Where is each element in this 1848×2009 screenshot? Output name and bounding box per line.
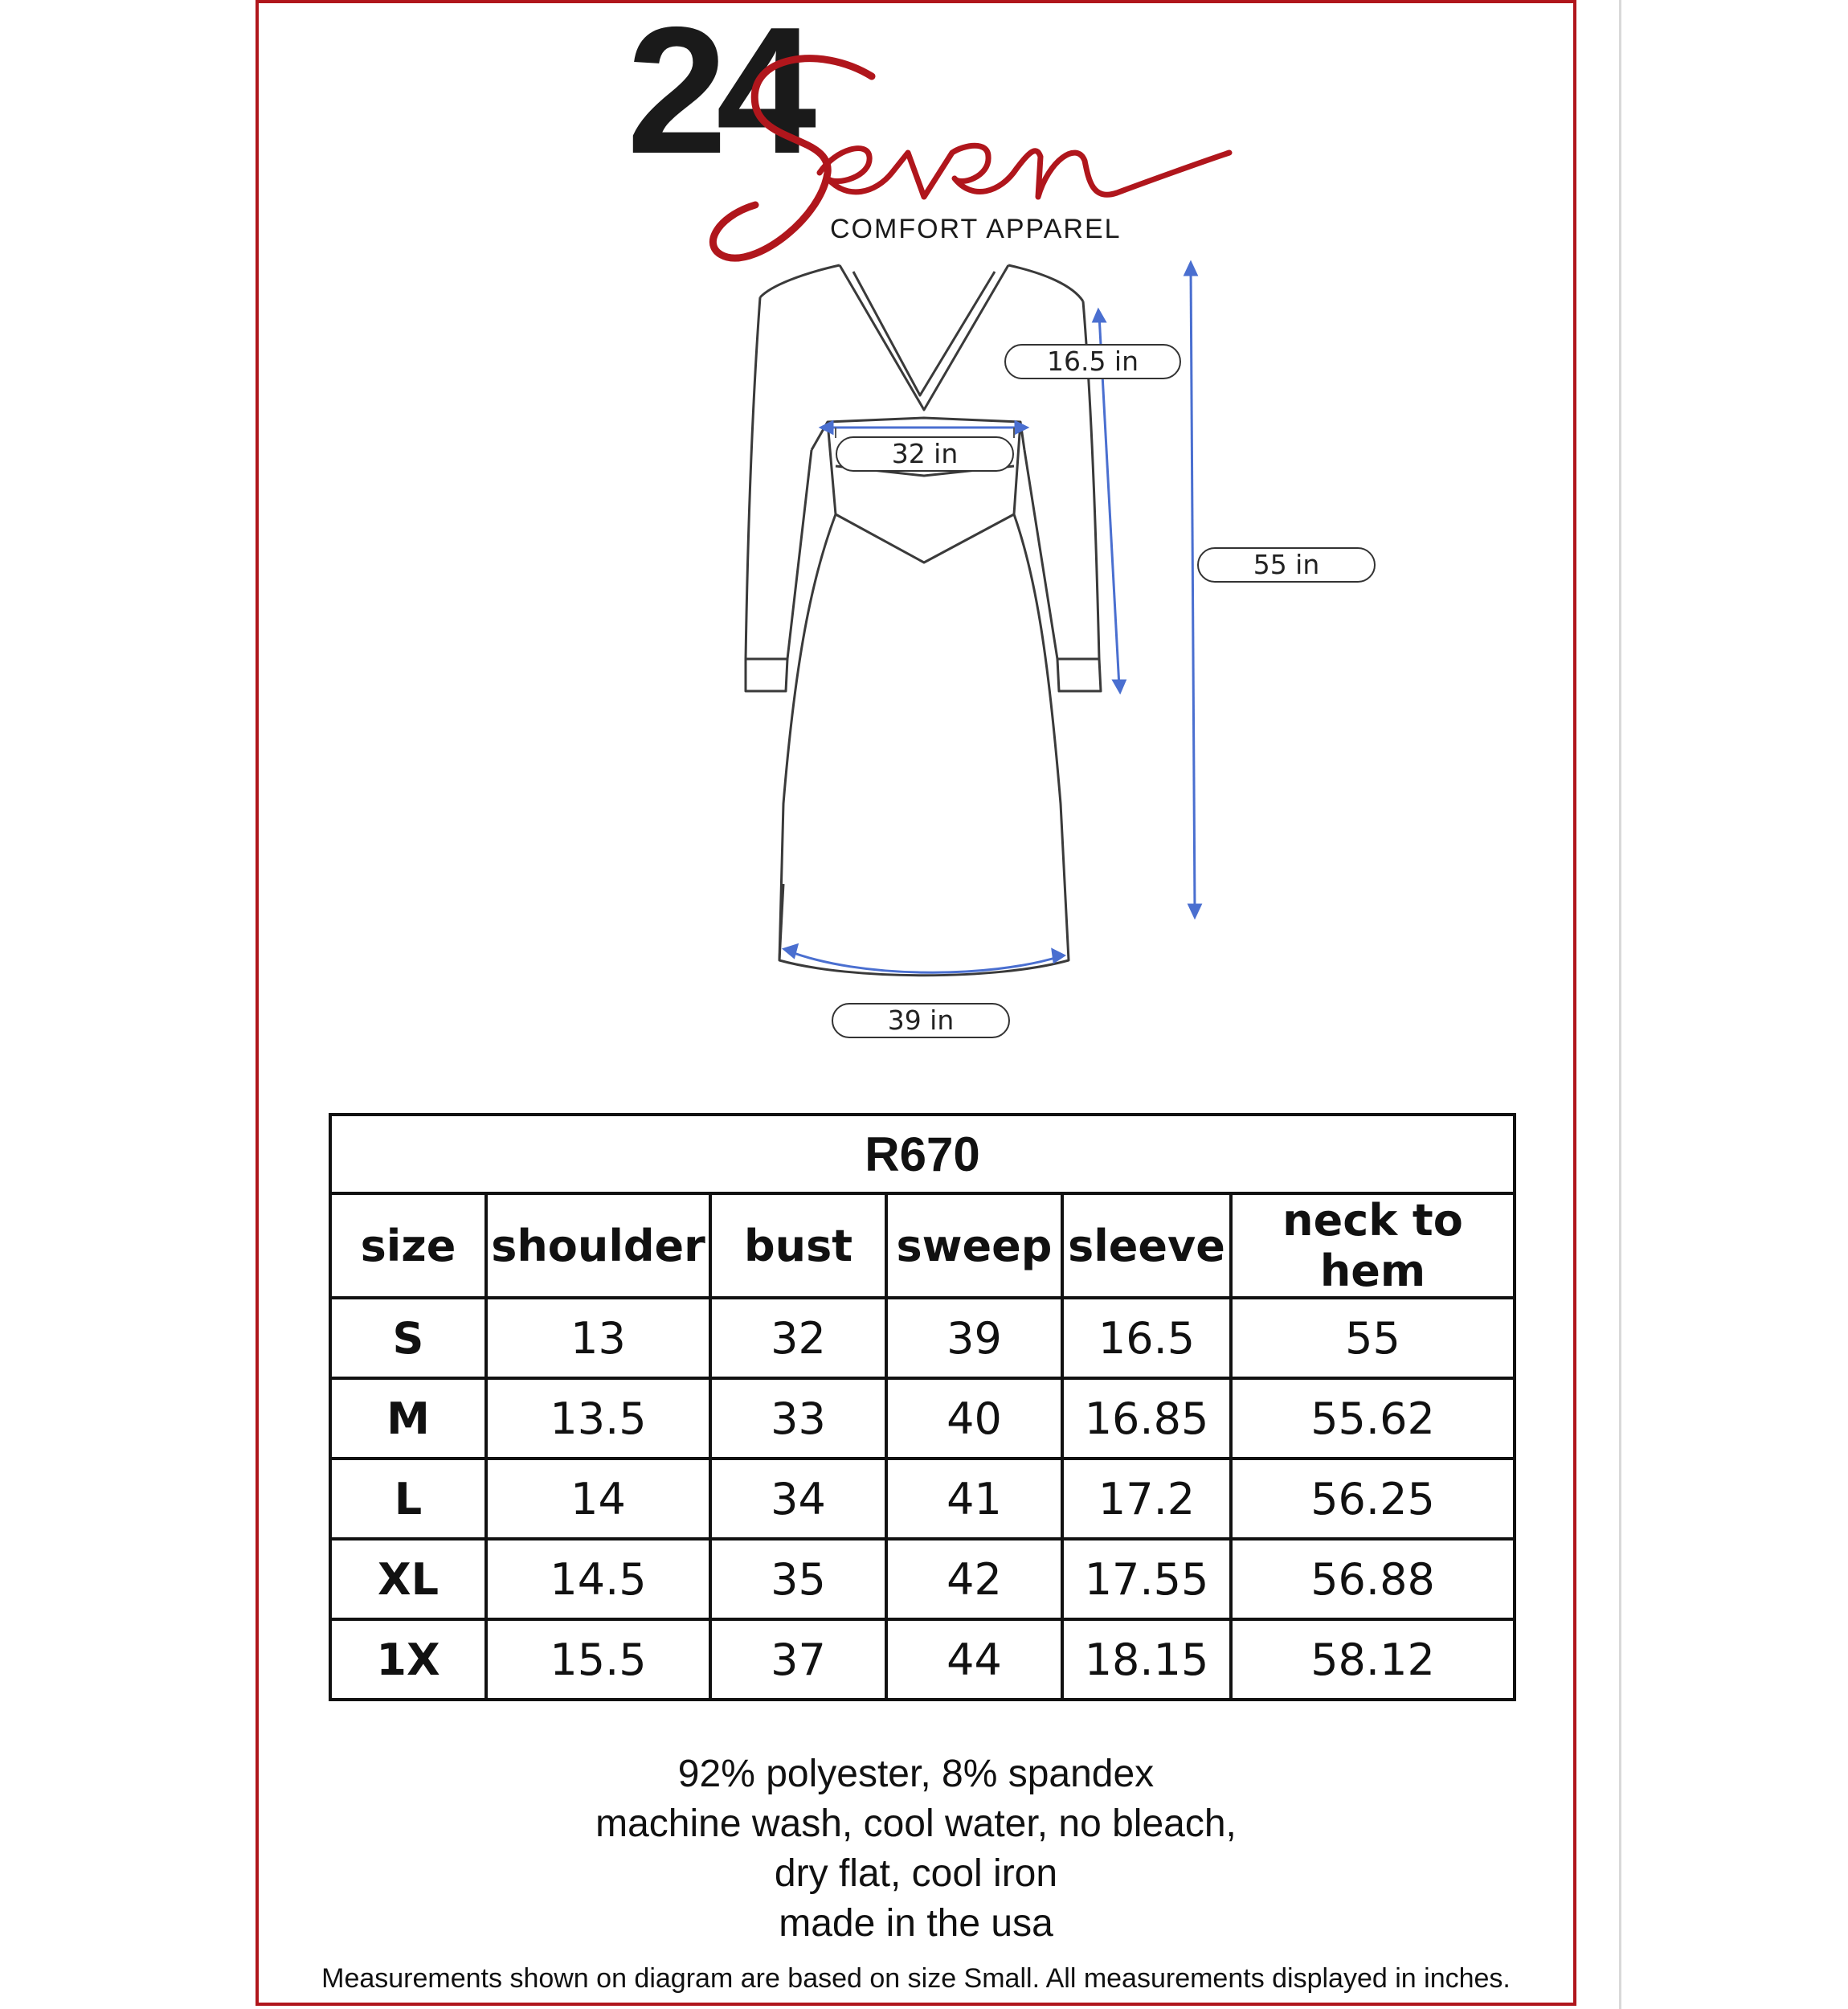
- table-cell: 56.25: [1231, 1459, 1515, 1539]
- size-cell: M: [330, 1378, 486, 1459]
- fabric-content: 92% polyester, 8% spandex: [677, 1753, 1155, 1795]
- table-cell: 14.5: [486, 1539, 710, 1619]
- table-row: [330, 1298, 1515, 1378]
- table-row: [330, 1459, 1515, 1539]
- column-header: shoulder: [486, 1193, 710, 1298]
- wash-instructions: machine wash, cool water, no bleach,: [595, 1802, 1237, 1845]
- table-cell: 58.12: [1231, 1619, 1515, 1700]
- table-cell: 13: [486, 1298, 710, 1378]
- size-cell: XL: [330, 1539, 486, 1619]
- table-row: [330, 1539, 1515, 1619]
- column-header: size: [330, 1193, 486, 1298]
- table-cell: 32: [710, 1298, 886, 1378]
- table-cell: 16.5: [1062, 1298, 1231, 1378]
- table-cell: 56.88: [1231, 1539, 1515, 1619]
- table-cell: 35: [710, 1539, 886, 1619]
- table-cell: 44: [886, 1619, 1062, 1700]
- table-title-row: [330, 1115, 1515, 1193]
- bust-measure-label: 32 in: [836, 436, 1014, 472]
- table-cell: 40: [886, 1378, 1062, 1459]
- table-cell: 55: [1231, 1298, 1515, 1378]
- column-header: sleeve: [1062, 1193, 1231, 1298]
- length-arrow: [1191, 268, 1195, 912]
- measurement-footnote: Measurements shown on diagram are based on size Small. All measurements displayed in inches.: [321, 1963, 1511, 1994]
- logo-number: 24: [627, 0, 806, 191]
- table-cell: 39: [886, 1298, 1062, 1378]
- table-row: [330, 1619, 1515, 1700]
- column-header: bust: [710, 1193, 886, 1298]
- table-cell: 16.85: [1062, 1378, 1231, 1459]
- column-header: neck to hem: [1231, 1193, 1515, 1298]
- table-cell: 14: [486, 1459, 710, 1539]
- table-cell: 34: [710, 1459, 886, 1539]
- table-cell: 41: [886, 1459, 1062, 1539]
- size-chart-table: [329, 1113, 1516, 1701]
- table-cell: 18.15: [1062, 1619, 1231, 1700]
- table-cell: 15.5: [486, 1619, 710, 1700]
- sleeve-measure-label: 16.5 in: [1004, 344, 1181, 379]
- table-row: [330, 1378, 1515, 1459]
- length-measure-label: 55 in: [1197, 547, 1376, 583]
- table-cell: 13.5: [486, 1378, 710, 1459]
- table-cell: 17.2: [1062, 1459, 1231, 1539]
- size-cell: L: [330, 1459, 486, 1539]
- size-cell: S: [330, 1298, 486, 1378]
- dry-instructions: dry flat, cool iron: [774, 1852, 1058, 1895]
- size-cell: 1X: [330, 1619, 486, 1700]
- table-cell: 33: [710, 1378, 886, 1459]
- sweep-measure-label: 39 in: [832, 1003, 1010, 1038]
- style-code: R670: [330, 1115, 1515, 1193]
- table-header-row: [330, 1193, 1515, 1298]
- table-cell: 55.62: [1231, 1378, 1515, 1459]
- column-header: sweep: [886, 1193, 1062, 1298]
- table-cell: 17.55: [1062, 1539, 1231, 1619]
- table-cell: 37: [710, 1619, 886, 1700]
- origin-text: made in the usa: [779, 1902, 1053, 1945]
- table-cell: 42: [886, 1539, 1062, 1619]
- logo-subtitle: COMFORT APPAREL: [830, 214, 1122, 244]
